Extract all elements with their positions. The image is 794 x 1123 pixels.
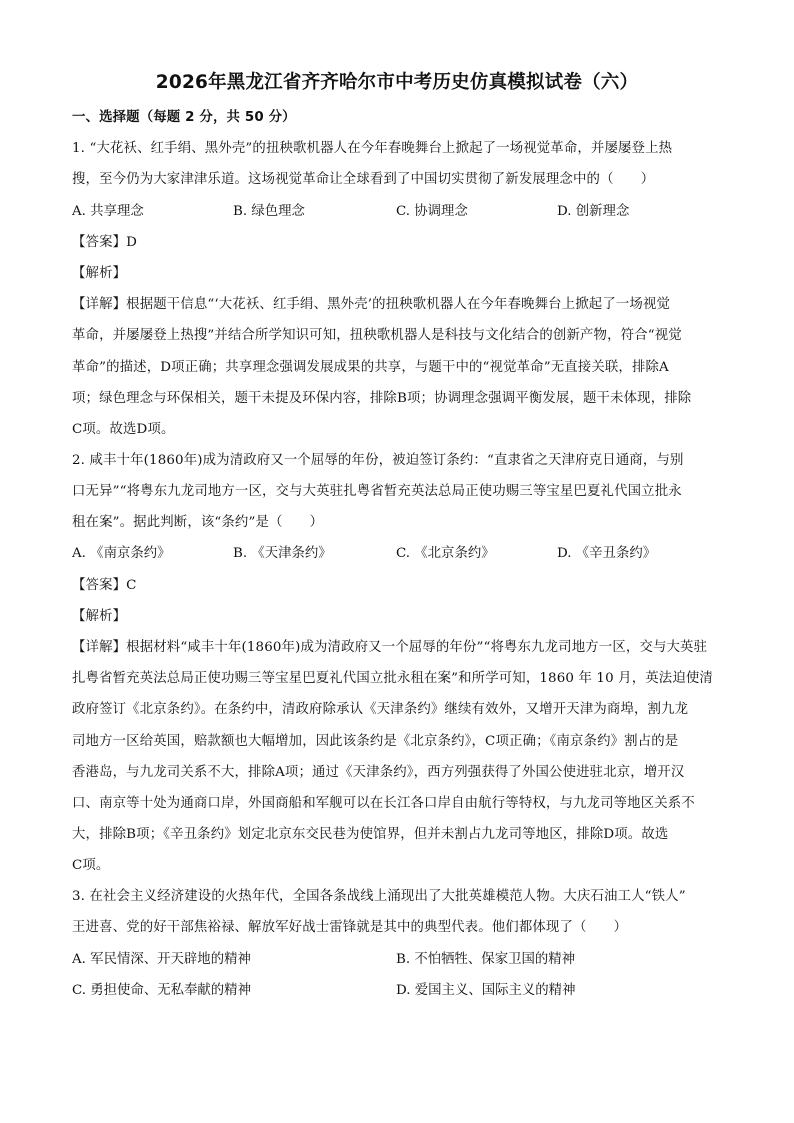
q2-option-d: D. 《辛丑条约》 [557,546,657,561]
q2-detail-line-3: 政府签订《北京条约》。在条约中，清政府除承认《天津条约》继续有效外，又增开天津为商埠，割九龙 [72,702,689,717]
q2-stem-line-3: 租在案”。据此判断，该“条约”是（ ） [72,515,324,530]
q2-detail-line-8: C项。 [72,858,110,873]
exam-title: 2026年黑龙江省齐齐哈尔市中考历史仿真模拟试卷（六） [155,72,639,93]
q1-option-b: B. 绿色理念 [233,204,305,219]
q2-detail-line-2: 扎粤省暂充英法总局正使功赐三等宝星巴夏礼代国立批永租在案”和所学可知，1860 年 10 月，英法迫使清 [72,671,713,686]
section-heading: 一、选择题（每题 2 分，共 50 分） [72,110,296,125]
q1-detail-line-3: 革命”的描述，D项正确；共享理念强调发展成果的共享，与题干中的“视觉革命”无直接关联，排除A [72,360,669,375]
q3-stem-line-1: 3. 在社会主义经济建设的火热年代，全国各条战线上涌现出了大批英雄模范人物。大庆石油工人“铁人” [72,889,686,904]
q1-stem-line-1: 1. “大花袄、红手绢、黑外壳”的扭秧歌机器人在今年春晚舞台上掀起了一场视觉革命，并屡屡登上热 [72,141,673,156]
q2-detail-line-1: 【详解】根据材料“咸丰十年(1860年)成为清政府又一个屈辱的年份”“将粤东九龙司地方一区，交与大英驻 [72,640,708,655]
q3-stem-line-2: 王进喜、党的好干部焦裕禄、解放军好战士雷锋就是其中的典型代表。他们都体现了（ ） [72,920,628,935]
q2-stem-line-2: 口无异”“将粤东九龙司地方一区，交与大英驻扎粤省暂充英法总局正使功赐三等宝星巴夏礼代国立批永 [72,484,682,499]
q1-analysis-label: 【解析】 [72,266,127,281]
q1-detail-line-5: C项。故选D项。 [72,422,175,437]
q2-detail-line-7: 大，排除B项；《辛丑条约》划定北京东交民巷为使馆界，但并未割占九龙司等地区，排除D项。故选 [72,827,669,842]
q3-option-b: B. 不怕牺牲、保家卫国的精神 [396,952,576,967]
q2-detail-line-6: 口、南京等十处为通商口岸，外国商船和军舰可以在长江各口岸自由航行等特权，与九龙司等地区关系不 [72,796,695,811]
q2-option-a: A. 《南京条约》 [72,546,171,561]
q1-stem-line-2: 搜，至今仍为大家津津乐道。这场视觉革命让全球看到了中国切实贯彻了新发展理念中的（ ） [72,172,655,187]
q1-option-c: C. 协调理念 [396,204,468,219]
q1-detail-line-4: 项；绿色理念与环保相关，题干未提及环保内容，排除B项；协调理念强调平衡发展，题干未体现，排除 [72,391,692,406]
q3-option-a: A. 军民情深、开天辟地的精神 [72,952,251,967]
q1-option-a: A. 共享理念 [72,204,144,219]
q1-option-d: D. 创新理念 [557,204,630,219]
q2-detail-line-5: 香港岛，与九龙司关系不大，排除A项；通过《天津条约》，西方列强获得了外国公使进驻北京，增开汉 [72,765,685,780]
q2-detail-line-4: 司地方一区给英国，赔款额也大幅增加，因此该条约是《北京条约》，C项正确；《南京条约》割占的是 [72,734,679,749]
q1-answer: 【答案】D [72,235,138,250]
q2-option-c: C. 《北京条约》 [396,546,495,561]
q2-option-b: B. 《天津条约》 [233,546,332,561]
q3-option-d: D. 爱国主义、国际主义的精神 [396,983,576,998]
q2-analysis-label: 【解析】 [72,609,127,624]
q3-option-c: C. 勇担使命、无私奉献的精神 [72,983,251,998]
q2-answer: 【答案】C [72,578,137,593]
q1-detail-line-1: 【详解】根据题干信息“‘大花袄、红手绢、黑外壳’的扭秧歌机器人在今年春晚舞台上掀起了一场视觉 [72,297,671,312]
q2-stem-line-1: 2. 咸丰十年(1860年)成为清政府又一个屈辱的年份，被迫签订条约：“直隶省之天津府克日通商，与别 [72,453,684,468]
q1-detail-line-2: 革命，并屡屡登上热搜”并结合所学知识可知，扭秧歌机器人是科技与文化结合的创新产物，符合“视觉 [72,328,682,343]
